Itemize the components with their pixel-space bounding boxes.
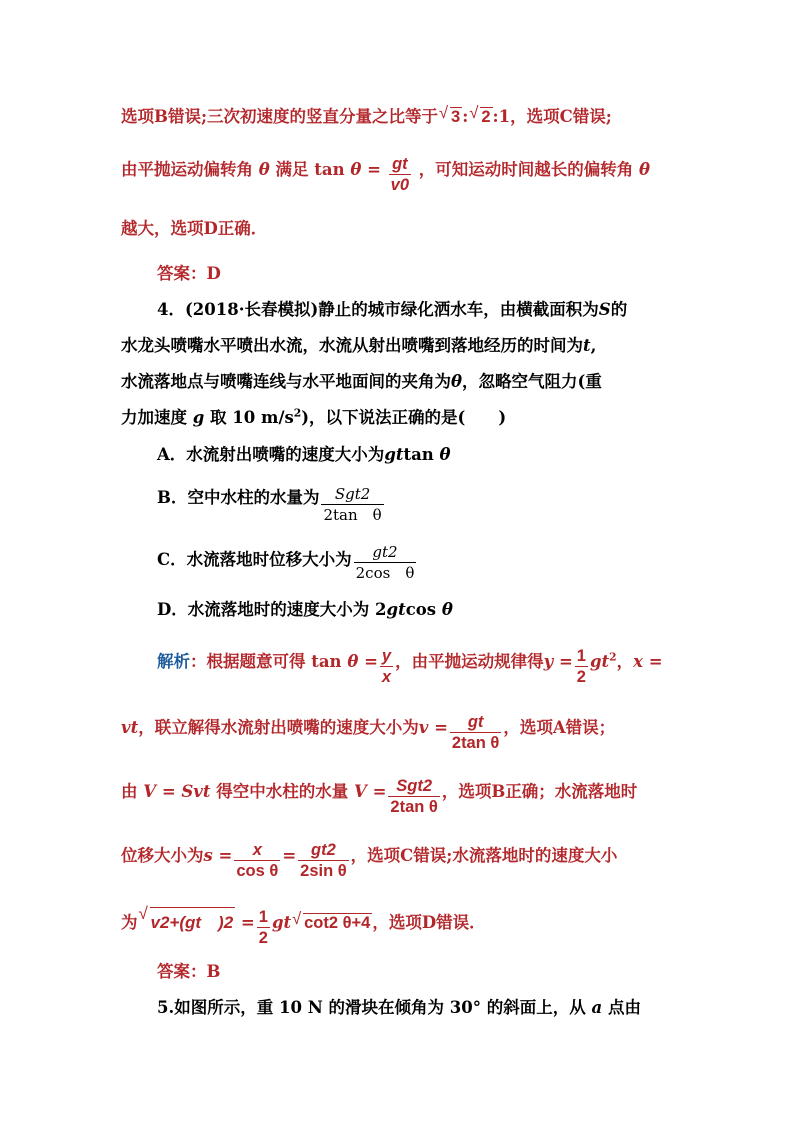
- text: 由平抛运动偏转角: [121, 160, 253, 179]
- equals: =: [367, 160, 381, 179]
- equals: =: [240, 913, 255, 932]
- expr: gt: [384, 445, 404, 464]
- numerator: 1: [576, 647, 586, 665]
- var-s: s: [203, 846, 213, 865]
- denominator: 2sin θ: [300, 862, 347, 880]
- text: 10 N: [278, 998, 323, 1017]
- expr: gt: [589, 652, 610, 671]
- numerator: gt2: [372, 543, 398, 561]
- denominator: v0: [390, 176, 410, 194]
- theta: θ: [347, 652, 359, 671]
- text: 的: [610, 300, 628, 319]
- solution-4-line-3: [121, 772, 638, 816]
- fraction-sgt2-2tan: [321, 484, 383, 525]
- equals: =: [434, 718, 448, 737]
- text: )，以下说法正确的是( ): [301, 408, 507, 427]
- fraction-1-2: [257, 907, 270, 948]
- var-t: t: [583, 336, 591, 355]
- equals: =: [558, 652, 573, 671]
- text: ,: [590, 336, 597, 355]
- theta: θ: [441, 600, 453, 619]
- var-a: a: [591, 998, 603, 1017]
- expr: gt: [386, 600, 406, 619]
- denominator: 2: [258, 929, 268, 947]
- solution-line-1: [121, 103, 612, 127]
- question-4-line-2: [121, 332, 596, 356]
- text: 30°: [449, 998, 481, 1017]
- answer-2: [157, 958, 220, 982]
- var-y: y: [543, 652, 554, 671]
- denominator: 2tan θ: [451, 734, 500, 752]
- var-V: V: [354, 782, 367, 801]
- fraction-gt2-2sin: [298, 840, 349, 881]
- answer-label: 答案：: [157, 264, 207, 283]
- var-x: x: [633, 652, 643, 671]
- text: cos: [405, 600, 437, 619]
- text: D．水流落地时的速度大小为 2: [157, 600, 387, 619]
- equals: =: [372, 782, 387, 801]
- text: 水流落地点与喷嘴连线与水平地面间的夹角为: [121, 372, 451, 391]
- text: A．水流射出喷嘴的速度大小为: [157, 445, 385, 464]
- option-d: [157, 596, 453, 620]
- text: 由: [121, 782, 138, 801]
- sqrt-2: [480, 107, 492, 127]
- numerator: gt: [467, 713, 484, 731]
- text: ，: [616, 652, 634, 671]
- text: ，联立解得水流射出喷嘴的速度大小为: [138, 718, 419, 737]
- solution-4-line-4: [121, 836, 618, 880]
- radicand: 3: [451, 108, 461, 126]
- text: 4．(2018·长春模拟)静止的城市绿化洒水车，由横截面积为: [157, 300, 599, 319]
- text: ：根据题意可得 tan: [190, 652, 342, 671]
- sqrt-velocity: [150, 907, 236, 933]
- question-4-line-3: [121, 368, 602, 392]
- theta: θ: [350, 160, 362, 179]
- denominator: x: [381, 668, 392, 686]
- text: 位移大小为: [121, 846, 204, 865]
- question-5-line-1: [157, 994, 641, 1018]
- exponent: 2: [609, 650, 617, 664]
- text: 选项B错误;三次初速度的竖直分量之比等于: [121, 107, 439, 126]
- numerator: gt2: [311, 841, 336, 859]
- numerator: Sgt2: [334, 485, 371, 503]
- text: tan: [403, 445, 434, 464]
- text: ，选项C错误;水流落地时的速度大小: [350, 846, 618, 865]
- text: ，由平抛运动规律得: [395, 652, 544, 671]
- text: 的滑块在倾角为: [328, 998, 445, 1017]
- text: ，可知运动时间越长的偏转角: [418, 160, 634, 179]
- exponent: 2: [293, 406, 302, 420]
- denominator: cos θ: [236, 862, 279, 880]
- text: :: [462, 107, 469, 126]
- solution-line-3: 越大，选项D正确．: [121, 219, 268, 238]
- answer-value: B: [206, 962, 221, 981]
- numerator: y: [381, 647, 392, 665]
- var-g: g: [192, 408, 205, 427]
- text: ，忽略空气阻力(重: [462, 372, 602, 391]
- fraction-1-2: [575, 646, 588, 687]
- text: 5.如图所示，重: [157, 998, 274, 1017]
- text: C．水流落地时位移大小为: [157, 550, 352, 569]
- text: 得空中水柱的水量: [216, 782, 349, 801]
- text: 满足 tan: [275, 160, 345, 179]
- expr: gt: [271, 913, 292, 932]
- radicand: v2+(gt )2: [150, 913, 234, 932]
- denominator: 2tan θ: [390, 798, 438, 816]
- expr: Svt: [181, 782, 211, 801]
- denominator: 2cos θ: [355, 564, 415, 582]
- text: B．空中水柱的水量为: [157, 488, 320, 507]
- answer-label: 答案：: [157, 962, 207, 981]
- text: 力加速度: [121, 408, 187, 427]
- question-4-line-1: [157, 296, 627, 320]
- numerator: Sgt2: [396, 777, 432, 795]
- theta: θ: [451, 372, 463, 391]
- text: 为: [121, 913, 138, 932]
- var-V: V: [143, 782, 157, 801]
- equals: =: [648, 652, 663, 671]
- sqrt-3: [450, 107, 462, 127]
- fraction-gt2-2cos: [354, 542, 417, 583]
- fraction-gt-v0: [389, 154, 411, 195]
- text: ，选项D错误．: [372, 913, 486, 932]
- theta: θ: [258, 160, 270, 179]
- var-v: v: [418, 718, 429, 737]
- solution-4-line-5: [121, 903, 486, 947]
- answer-value: D: [206, 264, 221, 283]
- option-b: [157, 478, 386, 524]
- text: ，选项A错误；: [503, 718, 616, 737]
- theta: θ: [439, 445, 451, 464]
- sqrt-cot: [303, 913, 372, 933]
- numerator: x: [252, 841, 262, 859]
- text: ，选项B正确；水流落地时: [441, 782, 638, 801]
- equals: =: [364, 652, 378, 671]
- option-a: [157, 441, 451, 465]
- fraction-x-cos: [234, 840, 280, 881]
- text: 水龙头喷嘴水平喷出水流，水流从射出喷嘴到落地经历的时间为: [121, 336, 583, 355]
- question-4-line-4: [121, 404, 506, 428]
- solution-label: 解析: [157, 652, 190, 671]
- fraction-y-x: [380, 646, 393, 687]
- equals: =: [161, 782, 176, 801]
- theta: θ: [639, 160, 651, 179]
- radicand: 2: [481, 108, 491, 126]
- option-c: [157, 540, 418, 581]
- denominator: 2: [576, 668, 586, 686]
- var-S: S: [598, 300, 611, 319]
- fraction-sgt2-2tan: [388, 776, 439, 817]
- denominator: 2tan θ: [323, 506, 382, 524]
- equals: =: [282, 846, 297, 865]
- text: 取 10 m/s: [210, 408, 294, 427]
- solution-line-2: [121, 150, 651, 194]
- expr: vt: [121, 718, 139, 737]
- equals: =: [218, 846, 233, 865]
- numerator: 1: [258, 908, 268, 926]
- text: 点由: [607, 998, 641, 1017]
- text: 的斜面上，从: [486, 998, 586, 1017]
- answer-1: [157, 260, 221, 284]
- solution-4-line-2: [121, 708, 616, 752]
- numerator: gt: [392, 155, 408, 173]
- solution-4-line-1: [157, 642, 663, 686]
- fraction-gt-2tan: [450, 712, 501, 753]
- text: :1，选项C错误;: [492, 107, 612, 126]
- radicand: cot2 θ+4: [304, 914, 371, 932]
